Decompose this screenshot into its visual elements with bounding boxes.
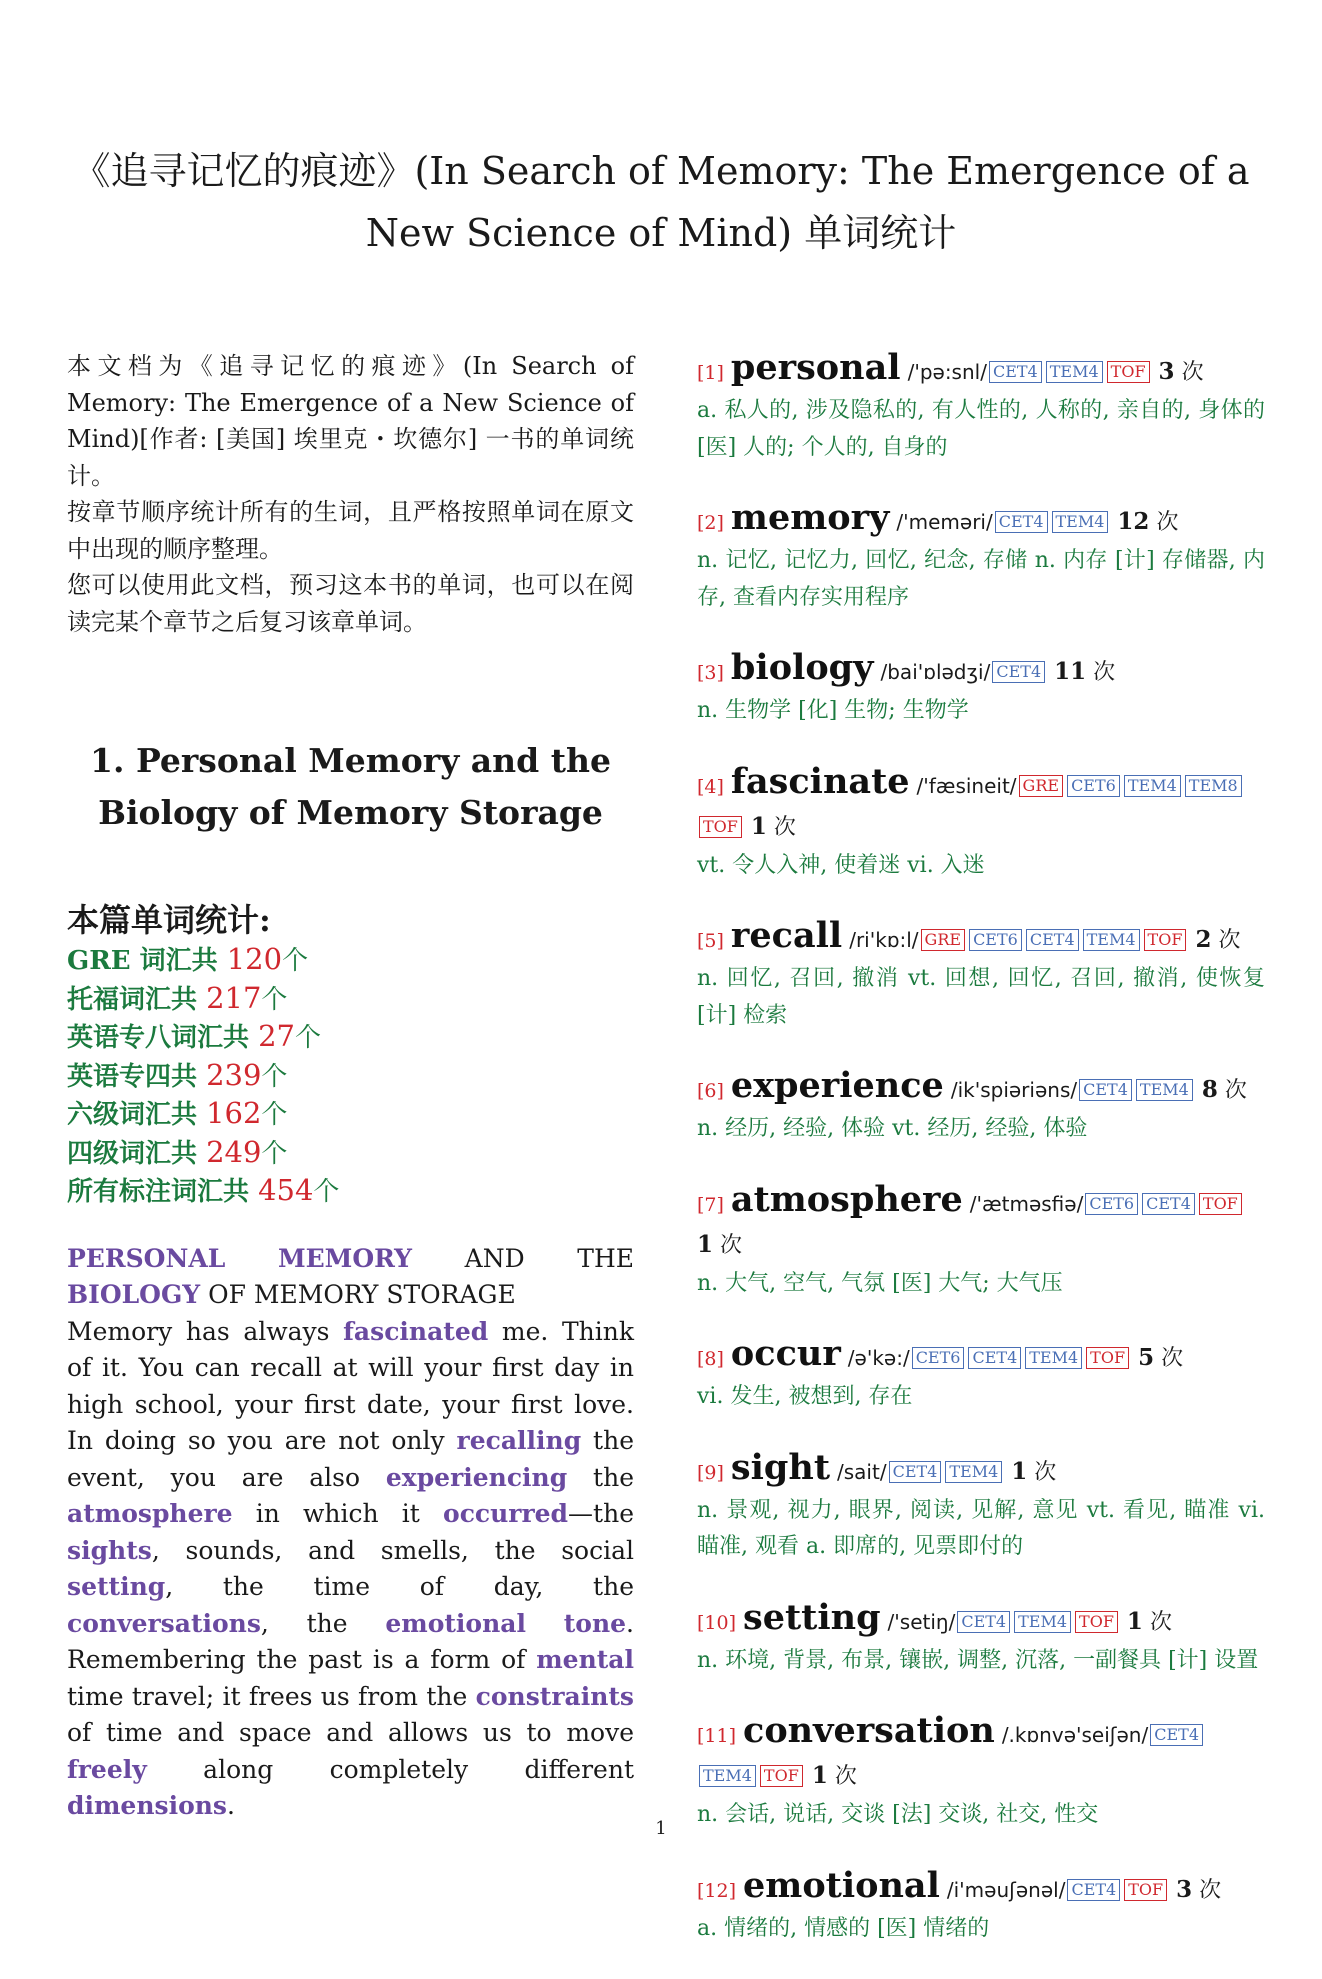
entry-definition: vi. 发生, 被想到, 存在 bbox=[697, 1384, 913, 1409]
passage-heading bbox=[67, 1241, 634, 1314]
entry-phonetic: /'ætməsfiə/ bbox=[969, 1191, 1084, 1216]
entry-phonetic: /'setiŋ/ bbox=[887, 1609, 956, 1634]
entry-phonetic: /'pə:snl/ bbox=[907, 360, 987, 384]
entry-definition: n. 景观, 视力, 眼界, 阅读, 见解, 意见 vt. 看见, 瞄准 vi. 瞄准, 观看 a. 即席的, 见票即付的 bbox=[697, 1497, 1265, 1559]
vocab-entry-head bbox=[697, 1448, 1265, 1493]
keyword: tone bbox=[563, 1608, 627, 1638]
level-tag: TOF bbox=[1086, 1347, 1129, 1369]
entry-index: [12] bbox=[697, 1879, 737, 1902]
vocab-entry-head bbox=[697, 1598, 1265, 1643]
level-tag: CET4 bbox=[1079, 1079, 1132, 1101]
entry-word: conversation bbox=[743, 1710, 995, 1751]
keyword: constraints bbox=[475, 1681, 634, 1711]
stat-unit: 个 bbox=[294, 1023, 321, 1053]
keyword: atmosphere bbox=[67, 1499, 233, 1528]
intro-paragraph: 您可以使用此文档，预习这本书的单词，也可以在阅读完某个章节之后复习该章单词。 bbox=[67, 571, 634, 636]
passage-text: along completely different bbox=[146, 1754, 634, 1784]
keyword: recalling bbox=[456, 1426, 582, 1455]
vocab-entry-head bbox=[697, 1711, 1265, 1797]
passage-text: . bbox=[227, 1791, 235, 1820]
keyword: dimensions bbox=[67, 1791, 228, 1820]
level-tag: CET4 bbox=[957, 1611, 1010, 1633]
level-tag: CET4 bbox=[889, 1461, 942, 1483]
passage-text bbox=[526, 1609, 564, 1638]
stat-label: 英语专八词汇共 bbox=[67, 1023, 259, 1053]
level-tag: CET4 bbox=[989, 361, 1042, 383]
level-tag: CET6 bbox=[1067, 775, 1120, 797]
passage-text: the bbox=[567, 1462, 635, 1492]
level-tag: TOF bbox=[760, 1765, 803, 1787]
stat-number: 162 bbox=[206, 1096, 262, 1130]
entry-count-unit: 次 bbox=[1156, 510, 1179, 535]
entry-definition: n. 生物学 [化] 生物; 生物学 bbox=[697, 698, 969, 723]
chapter-title: 1. Personal Memory and the Biology of Memory Storage bbox=[90, 741, 611, 832]
entry-count-unit: 次 bbox=[1093, 660, 1116, 685]
stat-label: 托福词汇共 bbox=[67, 984, 207, 1015]
entry-count-unit: 次 bbox=[1224, 1078, 1247, 1103]
entry-index: [9] bbox=[697, 1461, 724, 1484]
level-tag: CET4 bbox=[992, 661, 1045, 683]
stat-number: 249 bbox=[206, 1134, 262, 1169]
level-tag: TEM8 bbox=[1185, 775, 1242, 797]
keyword: emotional bbox=[385, 1608, 526, 1638]
stat-cet6 bbox=[67, 1095, 634, 1134]
stat-cet4 bbox=[67, 1134, 634, 1173]
chapter-passage bbox=[67, 1241, 634, 1825]
level-tag: CET6 bbox=[969, 929, 1022, 951]
entry-word: emotional bbox=[743, 1864, 940, 1906]
stat-label: 六级词汇共 bbox=[67, 1100, 207, 1130]
entry-count: 1 bbox=[750, 812, 767, 840]
level-tag: CET4 bbox=[1142, 1193, 1195, 1215]
stats-heading: 本篇单词统计: bbox=[67, 901, 271, 939]
keyword: mental bbox=[536, 1645, 634, 1674]
keyword: PERSONAL bbox=[67, 1243, 226, 1273]
entry-index: [3] bbox=[697, 662, 724, 684]
entry-definition: n. 经历, 经验, 体验 vt. 经历, 经验, 体验 bbox=[697, 1116, 1088, 1141]
passage-text: OF MEMORY STORAGE bbox=[200, 1280, 516, 1309]
level-tag: TEM4 bbox=[945, 1461, 1002, 1483]
vocab-entry-head bbox=[697, 498, 1265, 543]
intro-paragraph: 按章节顺序统计所有的生词，且严格按照单词在原文中出现的顺序整理。 bbox=[67, 498, 634, 563]
keyword: conversations bbox=[67, 1608, 261, 1638]
entry-word: setting bbox=[743, 1596, 881, 1638]
entry-phonetic: /ik'spiəriəns/ bbox=[950, 1078, 1078, 1102]
stat-label: 所有标注词汇共 bbox=[67, 1177, 259, 1207]
passage-text: AND THE bbox=[412, 1243, 634, 1273]
entry-phonetic: /bai'ɒlədʒi/ bbox=[880, 660, 991, 684]
vocabulary-list bbox=[697, 348, 1265, 1979]
entry-definition: n. 环境, 背景, 布景, 镶嵌, 调整, 沉落, 一副餐具 [计] 设置 bbox=[697, 1647, 1259, 1673]
keyword: experiencing bbox=[385, 1462, 568, 1492]
vocab-entry bbox=[697, 348, 1265, 466]
level-tag: TEM4 bbox=[1052, 511, 1109, 533]
page-number: 1 bbox=[655, 1818, 667, 1839]
level-tag: TOF bbox=[1144, 929, 1187, 951]
entry-index: [2] bbox=[697, 512, 724, 534]
entry-index: [6] bbox=[697, 1080, 724, 1102]
passage-text: . Remembering the past is a form of bbox=[67, 1608, 634, 1674]
entry-count-unit: 次 bbox=[773, 814, 796, 840]
entry-index: [4] bbox=[697, 775, 724, 798]
stat-number: 217 bbox=[206, 980, 262, 1015]
passage-text: the event, you are also bbox=[67, 1426, 635, 1492]
entry-definition: n. 回忆, 召回, 撤消 vt. 回想, 回忆, 召回, 撤消, 使恢复 [计] 检索 bbox=[697, 966, 1265, 1028]
stats-list bbox=[67, 941, 634, 1211]
entry-word: atmosphere bbox=[730, 1178, 963, 1220]
entry-count-unit: 次 bbox=[720, 1232, 743, 1258]
vocab-entry bbox=[697, 1448, 1265, 1566]
entry-count: 11 bbox=[1054, 658, 1087, 685]
stat-tem4 bbox=[67, 1057, 634, 1096]
vocab-entry-head bbox=[697, 762, 1265, 848]
entry-count: 3 bbox=[1176, 1875, 1193, 1903]
entry-index: [5] bbox=[697, 930, 724, 952]
level-tag: TOF bbox=[1199, 1193, 1242, 1215]
entry-phonetic: /ri'kɒ:l/ bbox=[849, 928, 919, 952]
entry-phonetic: /.kɒnvə'seiʃən/ bbox=[1001, 1723, 1149, 1747]
level-tag: CET6 bbox=[1085, 1193, 1138, 1215]
passage-text: , the time of day, the bbox=[165, 1572, 634, 1601]
entry-definition: vt. 令人入神, 使着迷 vi. 入迷 bbox=[697, 852, 985, 878]
keyword: fascinated bbox=[343, 1316, 489, 1346]
level-tag: TOF bbox=[699, 816, 742, 838]
entry-definition: n. 大气, 空气, 气氛 [医] 大气; 大气压 bbox=[697, 1270, 1063, 1296]
entry-count-unit: 次 bbox=[1181, 360, 1204, 385]
entry-count: 1 bbox=[697, 1230, 714, 1258]
level-tag: TEM4 bbox=[1136, 1079, 1193, 1101]
entry-count: 8 bbox=[1201, 1076, 1218, 1103]
vocab-entry bbox=[697, 1711, 1265, 1834]
keyword: BIOLOGY bbox=[67, 1280, 201, 1309]
stat-tem8 bbox=[67, 1018, 634, 1057]
stat-unit: 个 bbox=[282, 946, 309, 976]
stat-number: 120 bbox=[226, 942, 283, 976]
entry-count: 2 bbox=[1195, 926, 1212, 953]
entry-phonetic: /i'məuʃənəl/ bbox=[946, 1877, 1066, 1902]
entry-count: 1 bbox=[811, 1762, 828, 1789]
level-tag: CET4 bbox=[968, 1347, 1021, 1369]
vocab-entry-head bbox=[697, 1180, 1265, 1266]
entry-count: 3 bbox=[1158, 358, 1175, 385]
stat-label: GRE 词汇共 bbox=[67, 946, 227, 976]
entry-word: recall bbox=[730, 915, 843, 956]
stat-all bbox=[67, 1172, 634, 1211]
stat-unit: 个 bbox=[313, 1177, 340, 1207]
entry-definition: a. 情绪的, 情感的 [医] 情绪的 bbox=[697, 1915, 990, 1941]
entry-count-unit: 次 bbox=[1149, 1609, 1172, 1635]
stat-unit: 个 bbox=[261, 1138, 288, 1169]
entry-word: occur bbox=[730, 1333, 841, 1374]
vocab-entry-head bbox=[697, 348, 1265, 393]
level-tag: CET4 bbox=[995, 511, 1048, 533]
entry-count: 1 bbox=[1011, 1457, 1028, 1485]
entry-word: personal bbox=[730, 347, 901, 388]
stat-unit: 个 bbox=[261, 1100, 288, 1130]
entry-index: [7] bbox=[697, 1193, 724, 1216]
passage-text: me. Think of it. You can recall at will your first day in high school, your first date, your first love. In doing so you are not only bbox=[67, 1316, 634, 1455]
level-tag: GRE bbox=[921, 929, 966, 951]
entry-phonetic: /'meməri/ bbox=[896, 510, 993, 534]
entry-count-unit: 次 bbox=[1161, 1346, 1184, 1371]
vocab-entry bbox=[697, 1066, 1265, 1148]
entry-definition: a. 私人的, 涉及隐私的, 有人性的, 人称的, 亲自的, 身体的 [医] 人的; 个人的, 自身的 bbox=[697, 398, 1265, 460]
vocab-entry-head bbox=[697, 916, 1265, 961]
entry-definition: n. 记忆, 记忆力, 回忆, 纪念, 存储 n. 内存 [计] 存储器, 内存, 查看内存实用程序 bbox=[697, 548, 1265, 610]
vocab-entry bbox=[697, 1334, 1265, 1416]
entry-count: 1 bbox=[1126, 1607, 1143, 1635]
passage-text: Memory has always bbox=[67, 1316, 344, 1346]
vocab-entry-head bbox=[697, 1066, 1265, 1111]
level-tag: TEM4 bbox=[1083, 929, 1140, 951]
entry-count-unit: 次 bbox=[1034, 1459, 1057, 1485]
stat-unit: 个 bbox=[261, 984, 288, 1015]
stat-toefl bbox=[67, 980, 634, 1019]
entry-count-unit: 次 bbox=[1199, 1877, 1222, 1903]
stat-unit: 个 bbox=[261, 1061, 288, 1092]
vocab-entry bbox=[697, 1598, 1265, 1680]
vocab-entry-head bbox=[697, 1866, 1265, 1911]
vocab-entry bbox=[697, 498, 1265, 616]
vocab-entry bbox=[697, 648, 1265, 730]
passage-text: in which it bbox=[232, 1499, 444, 1528]
level-tag: TEM4 bbox=[1025, 1347, 1082, 1369]
entry-phonetic: /ə'kə:/ bbox=[847, 1346, 910, 1370]
level-tag: CET4 bbox=[1067, 1879, 1120, 1901]
stat-label: 四级词汇共 bbox=[67, 1138, 207, 1169]
intro-paragraph: 本文档为《追寻记忆的痕迹》(In Search of Memory: The Emergence of a New Science of Mind)[作者: [美国] 埃里克・坎德尔] 一书的单词统计。 bbox=[67, 352, 634, 490]
passage-text: of time and space and allows us to move bbox=[67, 1718, 634, 1747]
vocab-entry bbox=[697, 1866, 1265, 1948]
stat-number: 454 bbox=[258, 1173, 314, 1207]
entry-count-unit: 次 bbox=[834, 1764, 857, 1789]
entry-word: biology bbox=[730, 647, 874, 688]
document-title: 《追寻记忆的痕迹》(In Search of Memory: The Emergence of a New Science of Mind) 单词统计 bbox=[72, 149, 1250, 255]
level-tag: TOF bbox=[1075, 1611, 1118, 1633]
entry-word: experience bbox=[730, 1065, 944, 1106]
passage-text: —the bbox=[568, 1499, 634, 1528]
keyword: MEMORY bbox=[277, 1243, 412, 1273]
level-tag: TEM4 bbox=[1014, 1611, 1071, 1633]
level-tag: CET4 bbox=[1026, 929, 1079, 951]
passage-text: , the bbox=[260, 1608, 386, 1638]
keyword: freely bbox=[67, 1754, 147, 1784]
passage-text: , sounds, and smells, the social bbox=[151, 1535, 634, 1565]
entry-index: [11] bbox=[697, 1725, 737, 1747]
keyword: sights bbox=[67, 1535, 152, 1565]
entry-index: [10] bbox=[697, 1611, 737, 1634]
passage-text: time travel; it frees us from the bbox=[67, 1681, 476, 1711]
entry-count: 5 bbox=[1138, 1344, 1155, 1371]
vocab-entry-head bbox=[697, 648, 1265, 693]
keyword: occurred bbox=[443, 1499, 569, 1528]
entry-definition: n. 会话, 说话, 交谈 [法] 交谈, 社交, 性交 bbox=[697, 1802, 1099, 1827]
intro-section bbox=[67, 348, 634, 640]
entry-phonetic: /sait/ bbox=[837, 1459, 887, 1484]
stat-gre bbox=[67, 941, 634, 980]
stat-number: 27 bbox=[258, 1019, 295, 1053]
stat-number: 239 bbox=[206, 1057, 262, 1092]
level-tag: TOF bbox=[1107, 361, 1150, 383]
level-tag: TEM4 bbox=[699, 1765, 756, 1787]
level-tag: TEM4 bbox=[1046, 361, 1103, 383]
entry-index: [8] bbox=[697, 1348, 724, 1370]
keyword: setting bbox=[67, 1572, 166, 1601]
entry-phonetic: /'fæsineit/ bbox=[916, 773, 1017, 798]
entry-count-unit: 次 bbox=[1218, 928, 1241, 953]
entry-word: memory bbox=[730, 497, 890, 538]
level-tag: CET6 bbox=[912, 1347, 965, 1369]
entry-word: sight bbox=[730, 1446, 831, 1488]
vocab-entry bbox=[697, 1180, 1265, 1303]
level-tag: TOF bbox=[1124, 1879, 1167, 1901]
level-tag: GRE bbox=[1019, 775, 1064, 797]
vocab-entry bbox=[697, 762, 1265, 885]
stat-label: 英语专四共 bbox=[67, 1061, 207, 1092]
vocab-entry-head bbox=[697, 1334, 1265, 1379]
entry-count: 12 bbox=[1117, 508, 1150, 535]
entry-word: fascinate bbox=[730, 760, 910, 802]
level-tag: TEM4 bbox=[1124, 775, 1181, 797]
entry-index: [1] bbox=[697, 362, 724, 384]
vocab-entry bbox=[697, 916, 1265, 1034]
left-column bbox=[67, 348, 634, 1825]
level-tag: CET4 bbox=[1150, 1724, 1203, 1746]
